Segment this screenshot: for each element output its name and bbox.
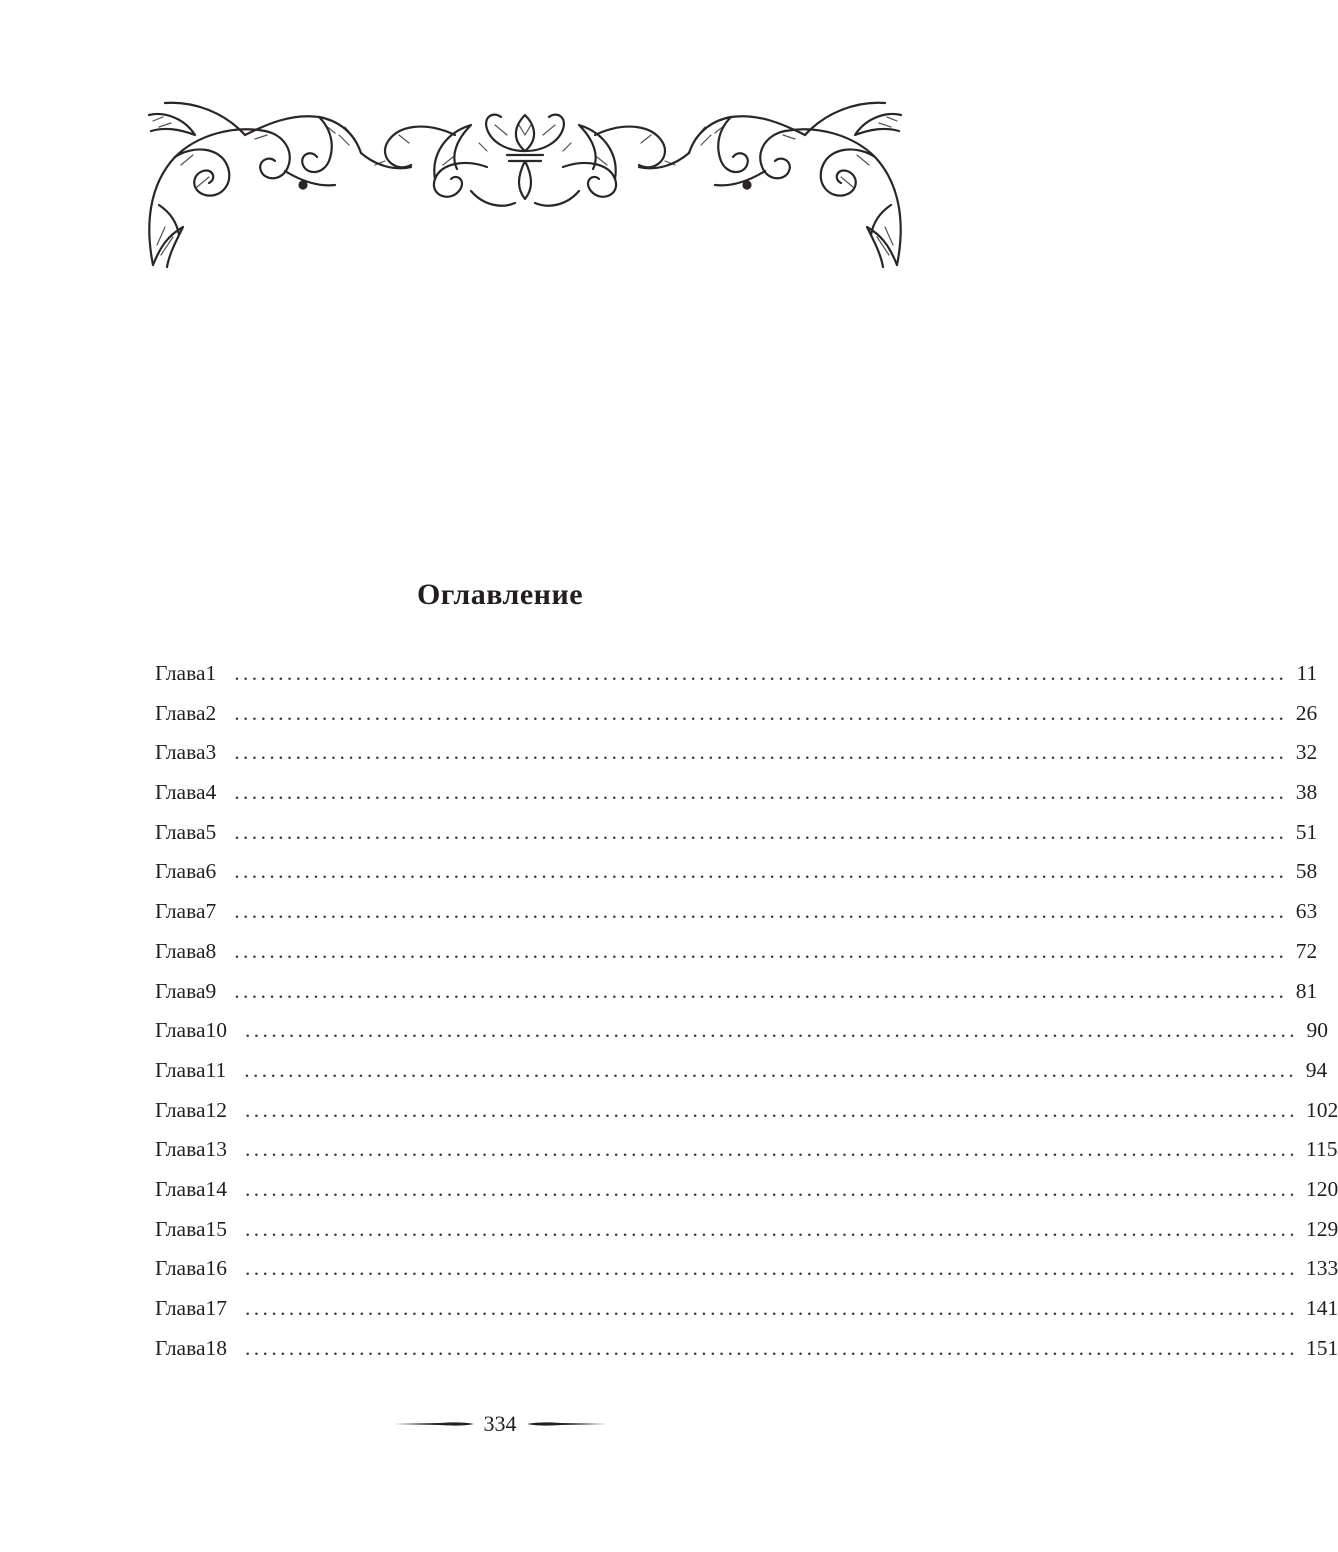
toc-entry-page: 51: [1295, 819, 1318, 844]
toc-entry-number: 17: [205, 1296, 227, 1320]
page-number: 334: [483, 1411, 517, 1436]
toc-entry[interactable]: [155, 1329, 1338, 1369]
toc-entry-number: 4: [205, 780, 217, 805]
toc-entry-label: Глава: [155, 700, 206, 725]
toc-entry[interactable]: [155, 1249, 1338, 1289]
toc-entry[interactable]: [155, 694, 1318, 734]
toc-entry-number: 6: [205, 859, 217, 884]
toc-entry-label: Глава: [155, 661, 206, 685]
toc-entry-number: 5: [205, 819, 217, 844]
toc-entry-page: 129: [1306, 1216, 1338, 1241]
toc-entry-page: 90: [1306, 1018, 1328, 1043]
dot-leader: ........................................................................................................................: [245, 1256, 1298, 1281]
dot-leader: ........................................................................................................................: [234, 938, 1288, 963]
dot-leader: ........................................................................................................................: [234, 819, 1288, 844]
toc-entry-page: 94: [1305, 1057, 1328, 1082]
dot-leader: ........................................................................................................................: [234, 859, 1288, 884]
toc-entry[interactable]: [155, 733, 1318, 773]
toc-entry-page: 133: [1306, 1256, 1338, 1281]
toc-entry-label: Глава: [155, 1296, 206, 1320]
toc-entry-number: 1: [205, 661, 217, 685]
toc-entry-page: 32: [1295, 740, 1318, 765]
page-footer: [0, 1408, 1000, 1440]
toc-entry-label: Глава: [155, 859, 206, 884]
toc-entry-number: 8: [205, 938, 217, 963]
toc-entry-label: Глава: [155, 1018, 206, 1043]
toc-entry-label: Глава: [155, 899, 206, 924]
toc-entry[interactable]: [155, 1170, 1338, 1210]
toc-entry[interactable]: [155, 932, 1318, 972]
toc-entry-number: 7: [205, 899, 217, 924]
dot-leader: ........................................................................................................................: [244, 1057, 1298, 1082]
toc-entry-number: 14: [205, 1176, 227, 1201]
toc-entry-page: 26: [1295, 700, 1318, 725]
dot-leader: ........................................................................................................................: [245, 1335, 1298, 1360]
toc-entry[interactable]: [155, 1210, 1338, 1250]
toc-entry-number: 10: [205, 1018, 227, 1043]
toc-entry-number: 13: [205, 1137, 227, 1162]
dot-leader: ........................................................................................................................: [245, 1097, 1298, 1122]
toc-entry-label: Глава: [155, 1256, 206, 1281]
toc-entry-label: Глава: [155, 780, 206, 805]
dot-leader: ........................................................................................................................: [234, 700, 1288, 725]
toc-entry-number: 15: [205, 1216, 227, 1241]
dot-leader: ........................................................................................................................: [245, 1216, 1298, 1241]
toc-entry[interactable]: [155, 813, 1318, 853]
dot-leader: ........................................................................................................................: [234, 899, 1288, 924]
toc-entry-page: 102: [1306, 1097, 1338, 1122]
toc-entry[interactable]: [155, 852, 1318, 892]
dot-leader: ........................................................................................................................: [234, 661, 1288, 685]
toc-entry-number: 18: [205, 1335, 227, 1360]
ornament-vignette-icon: [135, 95, 915, 275]
toc-entry-page: 58: [1295, 859, 1318, 884]
toc-entry[interactable]: [155, 1091, 1338, 1131]
toc-entry-page: 115: [1306, 1137, 1338, 1162]
toc-list: [155, 654, 1338, 1368]
toc-entry-page: 141: [1306, 1296, 1338, 1320]
toc-entry[interactable]: [155, 1051, 1328, 1091]
toc-entry[interactable]: [155, 1289, 1338, 1329]
toc-entry-number: 2: [205, 700, 217, 725]
toc-entry[interactable]: [155, 773, 1318, 813]
toc-entry-page: 72: [1295, 938, 1318, 963]
toc-entry-label: Глава: [155, 819, 206, 844]
toc-entry-label: Глава: [155, 740, 206, 765]
dot-leader: ........................................................................................................................: [245, 1018, 1298, 1043]
toc-entry-number: 12: [205, 1097, 227, 1122]
toc-entry-number: 9: [205, 978, 217, 1003]
toc-entry-page: 63: [1295, 899, 1318, 924]
toc-entry-page: 81: [1295, 978, 1318, 1003]
toc-entry-number: 3: [205, 740, 217, 765]
dot-leader: ........................................................................................................................: [234, 780, 1288, 805]
toc-entry-label: Глава: [155, 1137, 206, 1162]
toc-entry-number: 16: [205, 1256, 227, 1281]
toc-entry-label: Глава: [155, 1216, 206, 1241]
dot-leader: ........................................................................................................................: [245, 1296, 1298, 1320]
dot-leader: ........................................................................................................................: [234, 740, 1288, 765]
toc-title: Оглавление: [416, 578, 584, 611]
toc-entry[interactable]: [155, 892, 1318, 932]
toc-entry[interactable]: [155, 972, 1318, 1012]
toc-entry[interactable]: [155, 654, 1318, 694]
ornamental-dash-icon: [527, 1419, 607, 1429]
toc-entry-label: Глава: [155, 1176, 206, 1201]
toc-entry-page: 38: [1295, 780, 1318, 805]
toc-entry-page: 151: [1306, 1335, 1338, 1360]
dot-leader: ........................................................................................................................: [234, 978, 1288, 1003]
toc-entry-label: Глава: [155, 1097, 206, 1122]
toc-entry[interactable]: [155, 1011, 1328, 1051]
toc-entry-label: Глава: [155, 1335, 206, 1360]
toc-entry-page: 11: [1296, 661, 1318, 685]
dot-leader: ........................................................................................................................: [245, 1176, 1298, 1201]
toc-entry-number: 11: [205, 1057, 227, 1082]
dot-leader: ........................................................................................................................: [245, 1137, 1298, 1162]
toc-entry-label: Глава: [155, 1057, 206, 1082]
ornamental-dash-icon: [394, 1419, 474, 1429]
toc-entry-page: 120: [1306, 1176, 1338, 1201]
toc-entry-label: Глава: [155, 978, 206, 1003]
toc-entry-label: Глава: [155, 938, 206, 963]
toc-entry[interactable]: [155, 1130, 1338, 1170]
